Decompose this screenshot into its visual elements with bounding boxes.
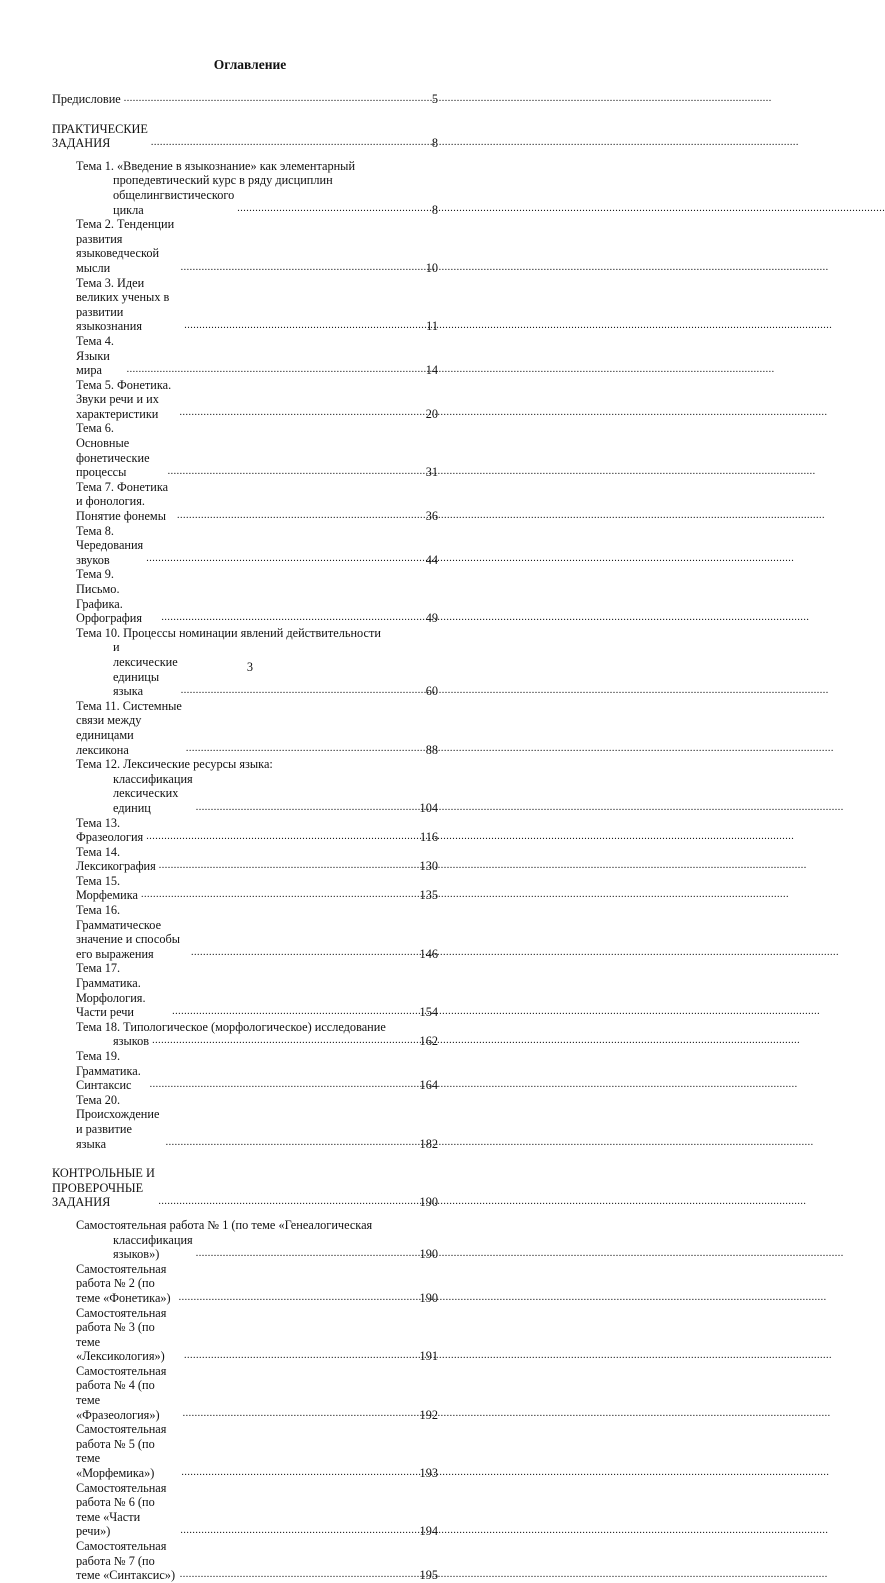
dot-leader: [179, 1293, 418, 1303]
toc-page-number: 8: [431, 136, 438, 151]
toc-entry-label-line: Тема 10. Процессы номинации явлений действительности: [76, 625, 381, 640]
dot-leader: [184, 1351, 418, 1361]
toc-page-number: 190: [419, 1247, 438, 1262]
toc-work-entry[interactable]: [52, 1364, 438, 1422]
dot-leader: [181, 263, 424, 273]
toc-section-control[interactable]: [52, 1166, 438, 1210]
toc-work-entry[interactable]: [52, 1481, 438, 1539]
toc-work-entry[interactable]: [52, 1539, 438, 1583]
toc-topic-entry[interactable]: [52, 961, 438, 1019]
toc-page-number: 88: [425, 742, 438, 757]
toc-topic-entry[interactable]: [52, 567, 438, 625]
toc-page-number: 191: [419, 1349, 438, 1364]
toc-topic-entry[interactable]: [52, 816, 438, 845]
dot-leader: [177, 511, 424, 521]
toc-work-list: [52, 1218, 438, 1583]
toc-entry-label: Самостоятельная работа № 3 (по теме «Лексикология»): [76, 1305, 167, 1364]
toc-work-entry[interactable]: [52, 1218, 438, 1262]
dot-leader: [168, 467, 424, 477]
toc-topic-entry[interactable]: [52, 421, 438, 479]
toc-page-number: 10: [425, 260, 438, 275]
toc-page-number: 162: [419, 1034, 438, 1049]
dot-leader: [124, 94, 430, 104]
toc-entry-label: Тема 5. Фонетика. Звуки речи и их характеристики: [76, 377, 172, 421]
toc-page-number: 146: [419, 946, 438, 961]
dot-leader: [127, 365, 424, 375]
dot-leader: [150, 1080, 418, 1090]
toc-section-practical[interactable]: [52, 122, 438, 151]
toc-entry-label: Тема 6. Основные фонетические процессы: [76, 421, 150, 480]
toc-page-number: 14: [425, 363, 438, 378]
dot-leader: [183, 1409, 418, 1419]
dot-leader: [237, 204, 430, 214]
toc-entry-preface[interactable]: [52, 92, 438, 107]
toc-work-entry[interactable]: [52, 1422, 438, 1480]
toc-entry-label-line: Тема 12. Лексические ресурсы языка:: [76, 757, 273, 772]
dot-leader: [141, 890, 418, 900]
toc-entry-label: Самостоятельная работа № 7 (по теме «Синтаксис»): [76, 1539, 176, 1583]
toc-page-number: 193: [419, 1466, 438, 1481]
toc-entry-label-line: пропедевтический курс в ряду дисциплин: [113, 173, 333, 188]
toc-entry-label: Тема 9. Письмо. Графика. Орфография: [76, 567, 142, 626]
toc-page-number: 49: [425, 611, 438, 626]
toc-page-number: 8: [431, 202, 438, 217]
toc-entry-label: Предисловие: [52, 92, 121, 106]
toc-page-number: 164: [419, 1078, 438, 1093]
dot-leader: [152, 1036, 417, 1046]
dot-leader: [196, 803, 418, 813]
toc-entry-label: Самостоятельная работа № 4 (по теме «Фразеология»): [76, 1363, 167, 1422]
toc-topic-entry[interactable]: [52, 874, 438, 903]
dot-leader: [166, 1138, 418, 1148]
toc-topic-list: [52, 159, 438, 1151]
toc-entry-label: классификация языков»): [113, 1232, 193, 1262]
toc-page-number: 31: [425, 465, 438, 480]
toc-page-number: 154: [419, 1005, 438, 1020]
toc-entry-label: Тема 11. Системные связи между единицами лексикона: [76, 698, 182, 757]
dot-leader: [180, 1570, 418, 1580]
toc-page-number: 116: [420, 830, 438, 845]
dot-leader: [196, 1249, 418, 1259]
toc-topic-entry[interactable]: [52, 217, 438, 275]
dot-leader: [158, 1197, 417, 1207]
toc-entry-label-line: Тема 18. Типологическое (морфологическое) исследование: [76, 1019, 386, 1034]
toc-topic-entry[interactable]: [52, 378, 438, 422]
toc-entry-label: Тема 19. Грамматика. Синтаксис: [76, 1049, 141, 1093]
toc-topic-entry[interactable]: [52, 480, 438, 524]
toc-page-number: 60: [425, 684, 438, 699]
dot-leader: [191, 948, 418, 958]
toc-page-number: 11: [426, 319, 438, 334]
dot-leader: [180, 1526, 417, 1536]
toc-topic-entry[interactable]: [52, 1049, 438, 1093]
toc-entry-label: классификация лексических единиц: [113, 771, 193, 815]
toc-page-number: 130: [419, 859, 438, 874]
toc-entry-label: языков: [113, 1034, 150, 1049]
toc-entry-label: Тема 16. Грамматическое значение и способы его выражения: [76, 903, 181, 961]
dot-leader: [181, 1468, 417, 1478]
toc-page-number: 5: [431, 92, 438, 106]
page-title: Оглавление: [213, 57, 287, 72]
toc-page-number: 194: [419, 1524, 438, 1539]
toc-work-entry[interactable]: [52, 1306, 438, 1364]
toc-page-number: 190: [419, 1195, 438, 1210]
page-number: 3: [246, 660, 254, 674]
toc-entry-label: Тема 4. Языки мира: [76, 333, 114, 378]
toc-topic-entry[interactable]: [52, 757, 438, 815]
toc-section-label: ПРАКТИЧЕСКИЕ ЗАДАНИЯ: [52, 121, 148, 151]
toc-topic-entry[interactable]: [52, 699, 438, 757]
toc-page-number: 195: [419, 1568, 438, 1583]
dot-leader: [179, 408, 423, 418]
table-of-contents: [52, 89, 438, 1583]
dot-leader: [151, 138, 430, 148]
toc-topic-entry[interactable]: [52, 159, 438, 217]
toc-topic-entry[interactable]: [52, 524, 438, 568]
toc-page-number: 135: [419, 888, 438, 903]
toc-entry-label: Тема 17. Грамматика. Морфология. Части речи: [76, 961, 146, 1020]
toc-entry-label: и лексические единицы языка: [113, 640, 178, 699]
toc-entry-label: Тема 8. Чередования звуков: [76, 523, 144, 567]
toc-entry-label: Тема 13. Фразеология: [76, 815, 144, 845]
toc-entry-label: Тема 14. Лексикография: [76, 844, 156, 874]
toc-page-number: 36: [425, 509, 438, 524]
toc-entry-label-line: Тема 1. «Введение в языкознание» как элементарный: [76, 158, 356, 173]
toc-section-label: КОНТРОЛЬНЫЕ И ПРОВЕРОЧНЫЕ ЗАДАНИЯ: [52, 1166, 155, 1210]
toc-topic-entry[interactable]: [52, 1093, 438, 1151]
dot-leader: [184, 321, 424, 331]
toc-entry-label: общелингвистического цикла: [113, 187, 235, 217]
toc-entry-label: Тема 15. Морфемика: [76, 873, 138, 903]
toc-topic-entry[interactable]: [52, 903, 438, 961]
toc-entry-label: Тема 2. Тенденции развития языковедческой мысли: [76, 217, 175, 275]
toc-entry-label: Тема 3. Идеи великих ученых в развитии языкознания: [76, 275, 170, 334]
toc-page-number: 20: [425, 406, 438, 421]
toc-page-number: 192: [419, 1407, 438, 1422]
toc-topic-entry[interactable]: [52, 334, 438, 378]
toc-entry-label: Тема 20. Происхождение и развитие языка: [76, 1092, 160, 1151]
dot-leader: [186, 744, 424, 754]
toc-entry-label: Самостоятельная работа № 2 (по теме «Фонетика»): [76, 1261, 171, 1305]
dot-leader: [146, 554, 423, 564]
dot-leader: [181, 686, 424, 696]
toc-entry-label-line: Самостоятельная работа № 1 (по теме «Генеалогическая: [76, 1217, 373, 1232]
toc-page-number: 182: [419, 1136, 438, 1151]
toc-topic-entry[interactable]: [52, 1020, 438, 1049]
toc-entry-label: Самостоятельная работа № 6 (по теме «Части речи»): [76, 1480, 167, 1539]
toc-page-number: 104: [419, 800, 438, 815]
dot-leader: [161, 613, 423, 623]
toc-entry-label: Тема 7. Фонетика и фонология. Понятие фонемы: [76, 479, 169, 524]
toc-work-entry[interactable]: [52, 1262, 438, 1306]
toc-page-number: 44: [425, 552, 438, 567]
dot-leader: [146, 832, 418, 842]
toc-entry-label: Самостоятельная работа № 5 (по теме «Морфемика»): [76, 1422, 167, 1481]
toc-topic-entry[interactable]: [52, 845, 438, 874]
toc-page-number: 190: [419, 1290, 438, 1305]
dot-leader: [172, 1007, 417, 1017]
toc-topic-entry[interactable]: [52, 276, 438, 334]
dot-leader: [159, 861, 418, 871]
